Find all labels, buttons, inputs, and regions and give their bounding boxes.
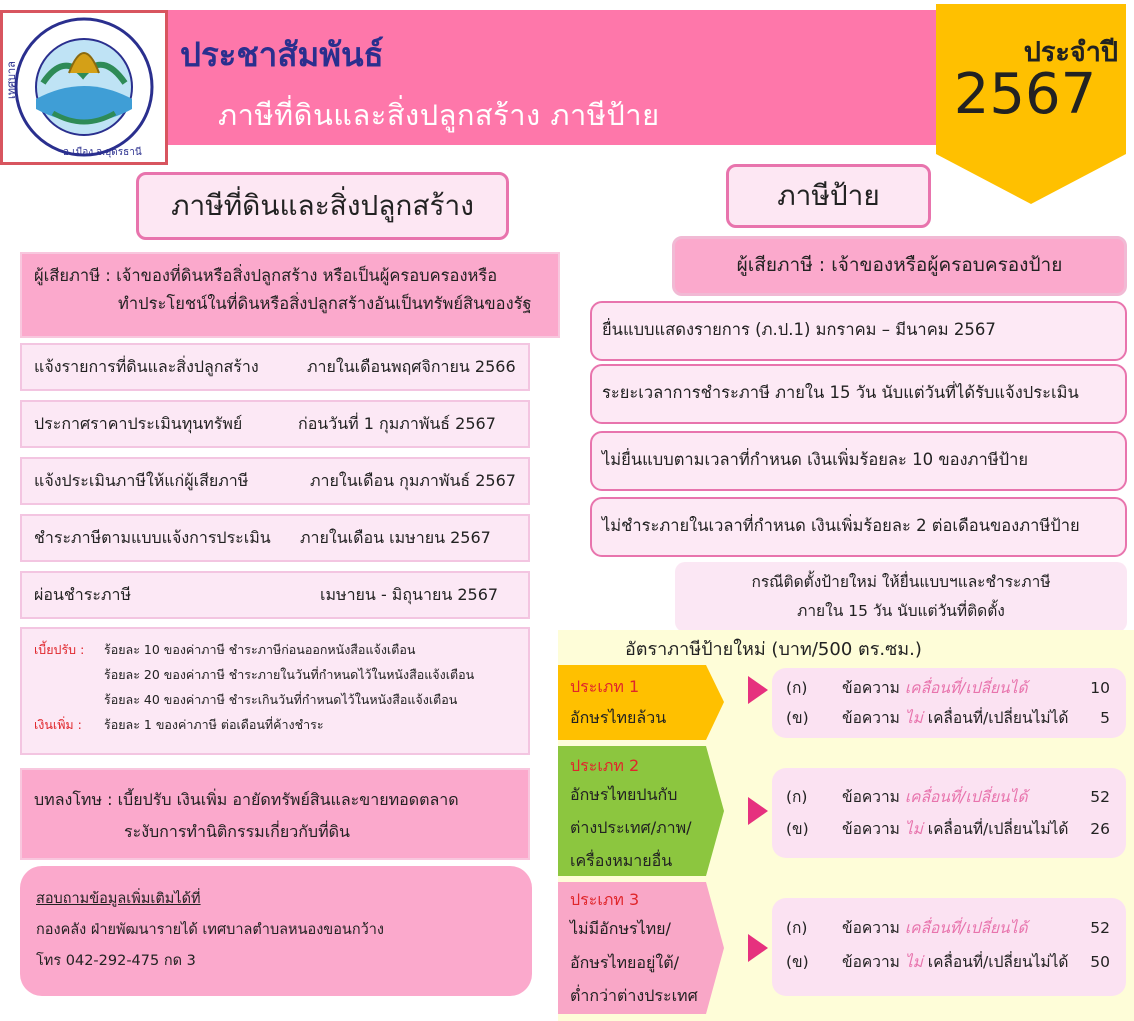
schedule-item: ประกาศราคาประเมินทุนทรัพย์ bbox=[34, 414, 243, 433]
punishment-box bbox=[20, 768, 530, 860]
arrow-right-icon bbox=[748, 676, 768, 704]
sign-info-row: ระยะเวลาการชำระภาษี ภายใน 15 วัน นับแต่วันที่ได้รับแจ้งประเมิน bbox=[590, 364, 1127, 424]
schedule-when: ภายในเดือน กุมภาพันธ์ 2567 bbox=[310, 471, 516, 490]
year-value: 2567 bbox=[953, 62, 1097, 127]
contact-phone: โทร 042-292-475 กด 3 bbox=[36, 953, 196, 969]
type-desc: อักษรไทยปนกับ bbox=[570, 785, 678, 804]
schedule-row bbox=[20, 343, 530, 391]
rate-highlight: เคลื่อนที่/เปลี่ยนได้ bbox=[904, 788, 1028, 806]
land-taxpayer-line1: ผู้เสียภาษี : เจ้าของที่ดินหรือสิ่งปลูกสร้าง หรือเป็นผู้ครอบครองหรือ bbox=[34, 266, 498, 285]
rate-line bbox=[786, 674, 1116, 702]
arrow-right-icon bbox=[748, 934, 768, 962]
sign-type-2 bbox=[558, 746, 724, 876]
rate-text: ข้อความ bbox=[842, 919, 905, 937]
schedule-row bbox=[20, 514, 530, 562]
rate-line bbox=[786, 815, 1116, 843]
punishment-line2: ระงับการทำนิติกรรมเกี่ยวกับที่ดิน bbox=[124, 822, 350, 841]
penalty-line: ร้อยละ 20 ของค่าภาษี ชำระภายในวันที่กำหนดไว้ในหนังสือแจ้งเตือน bbox=[104, 667, 475, 682]
schedule-item: แจ้งรายการที่ดินและสิ่งปลูกสร้าง bbox=[34, 357, 259, 376]
contact-office: กองคลัง ฝ่ายพัฒนารายได้ เทศบาลตำบลหนองขอนกว้าง bbox=[36, 922, 384, 938]
rate-line bbox=[786, 704, 1116, 732]
type-desc: เครื่องหมายอื่น bbox=[570, 851, 673, 870]
rate-text: ข้อความ bbox=[842, 953, 905, 971]
sign-tax-heading: ภาษีป้าย bbox=[726, 164, 931, 228]
municipality-logo bbox=[0, 10, 168, 165]
contact-heading: สอบถามข้อมูลเพิ่มเติมได้ที่ bbox=[36, 891, 201, 907]
rate-highlight: เคลื่อนที่/เปลี่ยนได้ bbox=[904, 919, 1028, 937]
rate-text: ข้อความ bbox=[842, 679, 905, 697]
rate-highlight: ไม่ bbox=[904, 953, 923, 971]
type-title: ประเภท 3 bbox=[570, 890, 640, 909]
schedule-item: ผ่อนชำระภาษี bbox=[34, 585, 132, 604]
rate-text-post: เคลื่อนที่/เปลี่ยนไม่ได้ bbox=[922, 709, 1069, 727]
rate-label: (ข) bbox=[786, 709, 809, 727]
schedule-row bbox=[20, 571, 530, 619]
type-desc: ไม่มีอักษรไทย/ bbox=[570, 919, 671, 938]
rate-label: (ข) bbox=[786, 953, 809, 971]
type-title: ประเภท 2 bbox=[570, 756, 640, 775]
schedule-item: ชำระภาษีตามแบบแจ้งการประเมิน bbox=[34, 528, 271, 547]
rate-highlight: เคลื่อนที่/เปลี่ยนได้ bbox=[904, 679, 1028, 697]
penalty-line: ร้อยละ 40 ของค่าภาษี ชำระเกินวันที่กำหนดไว้ในหนังสือแจ้งเตือน bbox=[104, 692, 458, 707]
rate-label: (ข) bbox=[786, 820, 809, 838]
new-sign-line1: กรณีติดตั้งป้ายใหม่ ให้ยื่นแบบฯและชำระภาษี bbox=[751, 573, 1051, 591]
sign-taxpayer-box: ผู้เสียภาษี : เจ้าของหรือผู้ครอบครองป้าย bbox=[672, 236, 1127, 296]
new-sign-note bbox=[675, 562, 1127, 632]
rate-line bbox=[786, 914, 1116, 942]
sign-info-row: ยื่นแบบแสดงรายการ (ภ.ป.1) มกราคม – มีนาคม 2567 bbox=[590, 301, 1127, 361]
rate-highlight: ไม่ bbox=[904, 709, 923, 727]
penalty-box bbox=[20, 627, 530, 755]
rate-text-post: เคลื่อนที่/เปลี่ยนไม่ได้ bbox=[922, 953, 1069, 971]
arrow-right-icon bbox=[748, 797, 768, 825]
rate-box bbox=[772, 898, 1126, 996]
sign-type-1 bbox=[558, 665, 724, 740]
schedule-item: แจ้งประเมินภาษีให้แก่ผู้เสียภาษี bbox=[34, 471, 249, 490]
logo-seal-icon bbox=[3, 13, 165, 162]
sign-type-3 bbox=[558, 882, 724, 1014]
type-desc: อักษรไทยล้วน bbox=[570, 708, 667, 727]
rate-text: ข้อความ bbox=[842, 820, 905, 838]
rate-line bbox=[786, 948, 1116, 976]
rate-label: (ก) bbox=[786, 788, 808, 806]
sign-info-row: ไม่ยื่นแบบตามเวลาที่กำหนด เงินเพิ่มร้อยละ 10 ของภาษีป้าย bbox=[590, 431, 1127, 491]
sign-info-row: ไม่ชำระภายในเวลาที่กำหนด เงินเพิ่มร้อยละ 2 ต่อเดือนของภาษีป้าย bbox=[590, 497, 1127, 557]
rate-text-post: เคลื่อนที่/เปลี่ยนไม่ได้ bbox=[922, 820, 1069, 838]
surcharge-line: ร้อยละ 1 ของค่าภาษี ต่อเดือนที่ค้างชำระ bbox=[104, 717, 324, 732]
page-subtitle: ภาษีที่ดินและสิ่งปลูกสร้าง ภาษีป้าย bbox=[218, 98, 660, 132]
new-sign-line2: ภายใน 15 วัน นับแต่วันที่ติดตั้ง bbox=[797, 602, 1005, 620]
schedule-when: ภายในเดือนพฤศจิกายน 2566 bbox=[307, 357, 516, 376]
year-label: ประจำปี bbox=[1023, 37, 1118, 68]
rate-box bbox=[772, 768, 1126, 858]
rates-heading: อัตราภาษีป้ายใหม่ (บาท/500 ตร.ซม.) bbox=[625, 639, 922, 660]
surcharge-label: เงินเพิ่ม : bbox=[34, 717, 82, 732]
rate-box bbox=[772, 668, 1126, 738]
type-desc: ต่างประเทศ/ภาพ/ bbox=[570, 818, 692, 837]
rate-value: 10 bbox=[1090, 679, 1110, 697]
land-tax-heading: ภาษีที่ดินและสิ่งปลูกสร้าง bbox=[136, 172, 509, 240]
rate-label: (ก) bbox=[786, 919, 808, 937]
page-title: ประชาสัมพันธ์ bbox=[180, 35, 384, 74]
svg-text:อ.เมือง จ.อุดรธานี: อ.เมือง จ.อุดรธานี bbox=[63, 147, 142, 158]
type-desc: อักษรไทยอยู่ใต้/ bbox=[570, 953, 679, 972]
schedule-when: ภายในเดือน เมษายน 2567 bbox=[300, 528, 491, 547]
schedule-row bbox=[20, 457, 530, 505]
rate-line bbox=[786, 783, 1116, 811]
type-title: ประเภท 1 bbox=[570, 677, 640, 696]
rate-highlight: ไม่ bbox=[904, 820, 923, 838]
type-desc: ต่ำกว่าต่างประเทศ bbox=[570, 986, 698, 1005]
punishment-line1: บทลงโทษ : เบี้ยปรับ เงินเพิ่ม อายัดทรัพย์สินและขายทอดตลาด bbox=[34, 790, 459, 809]
rate-value: 50 bbox=[1090, 953, 1110, 971]
rate-text: ข้อความ bbox=[842, 788, 905, 806]
rate-value: 5 bbox=[1100, 709, 1110, 727]
rate-value: 52 bbox=[1090, 788, 1110, 806]
rate-label: (ก) bbox=[786, 679, 808, 697]
svg-text:เทศบาล: เทศบาล bbox=[5, 61, 18, 99]
rate-value: 26 bbox=[1090, 820, 1110, 838]
rate-value: 52 bbox=[1090, 919, 1110, 937]
rate-text: ข้อความ bbox=[842, 709, 905, 727]
land-taxpayer-box bbox=[20, 252, 560, 338]
schedule-when: เมษายน - มิถุนายน 2567 bbox=[320, 585, 499, 604]
schedule-row bbox=[20, 400, 530, 448]
schedule-when: ก่อนวันที่ 1 กุมภาพันธ์ 2567 bbox=[298, 414, 496, 433]
contact-box bbox=[20, 866, 532, 996]
land-taxpayer-line2: ทำประโยชน์ในที่ดินหรือสิ่งปลูกสร้างอันเป็นทรัพย์สินของรัฐ bbox=[118, 294, 532, 313]
penalty-line: ร้อยละ 10 ของค่าภาษี ชำระภาษีก่อนออกหนังสือแจ้งเตือน bbox=[104, 642, 416, 657]
penalty-label: เบี้ยปรับ : bbox=[34, 642, 85, 657]
